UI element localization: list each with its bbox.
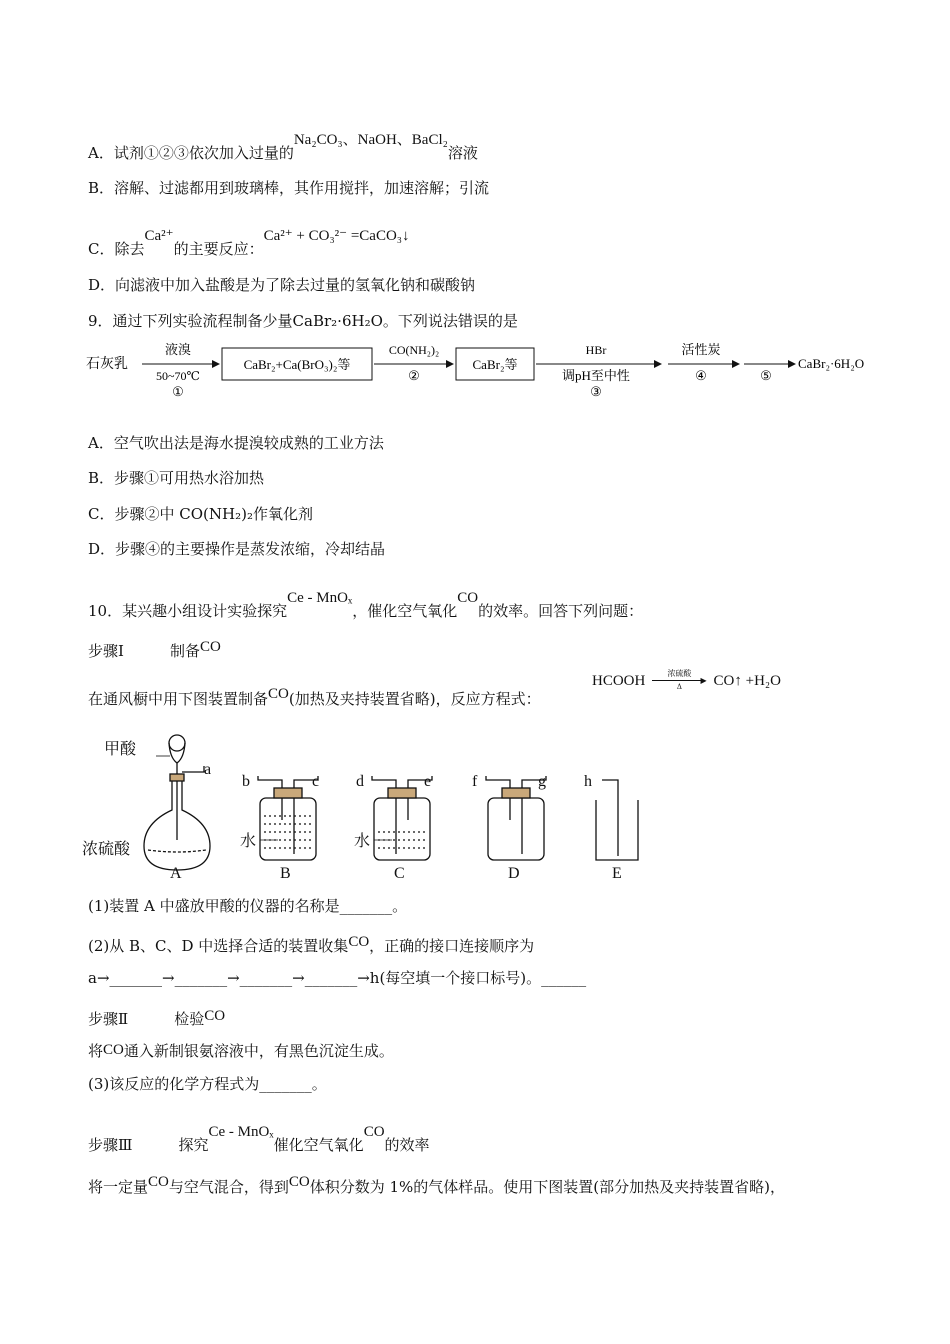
step2-number: ② <box>408 368 420 383</box>
port-g: g <box>538 773 546 790</box>
formula: Na₂CO₃、NaOH、BaCl₂ <box>293 132 448 148</box>
ion: Ca²⁺ <box>144 228 174 244</box>
port-f: f <box>472 773 478 790</box>
q10-part-2: (2)从 B、C、D 中选择合适的装置收集CO，正确的接口连接顺序为 <box>88 934 535 955</box>
apparatus-label-d: D <box>508 865 520 882</box>
q8-option-d: D．向滤液中加入盐酸是为了除去过量的氢氧化钠和碳酸钠 <box>88 276 476 294</box>
apparatus-label-a: A <box>170 865 182 882</box>
step4-number: ④ <box>695 368 707 383</box>
q8-option-b: B．溶解、过滤都用到玻璃棒，其作用搅拌，加速溶解；引流 <box>88 179 490 197</box>
flow-diagram <box>84 338 874 400</box>
q10-stem: 10．某兴趣小组设计实验探究Ce - MnOₓ，催化空气氧化CO的效率。回答下列问题： <box>88 590 644 620</box>
equation: Ca²⁺ + CO₃²⁻ =CaCO₃↓ <box>263 228 410 244</box>
flow-start: 石灰乳 <box>86 357 128 372</box>
step4-reagent: 活性炭 <box>681 342 721 357</box>
step3-heading: 步骤Ⅲ 探究Ce - MnOₓ催化空气氧化CO的效率 <box>88 1124 430 1154</box>
step2-description: 将CO通入新制银氨溶液中，有黑色沉淀生成。 <box>88 1042 394 1060</box>
q9-option-a: A．空气吹出法是海水提溴较成熟的工业方法 <box>88 434 384 452</box>
apparatus-label-b: B <box>280 865 291 882</box>
port-h: h <box>584 773 592 790</box>
step3-number: ③ <box>590 384 602 399</box>
port-d: d <box>356 773 364 790</box>
reaction-equation: HCOOH 浓硫酸 ▶ Δ CO↑ +H₂O <box>592 668 781 691</box>
port-a: a <box>204 761 212 778</box>
step3-reagent: HBr <box>585 343 607 357</box>
apparatus-figure <box>82 728 662 884</box>
label-formic-acid: 甲酸 <box>104 741 137 758</box>
label-conc-acid: 浓硫酸 <box>82 841 131 858</box>
port-b: b <box>242 773 250 790</box>
q10-part-1: (1)装置 A 中盛放甲酸的仪器的名称是_______。 <box>88 897 408 915</box>
step1-reagent: 液溴 <box>164 342 192 357</box>
q9-stem: 9．通过下列实验流程制备少量CaBr₂·6H₂O。下列说法错误的是 <box>88 312 518 330</box>
q9-option-b: B．步骤①可用热水浴加热 <box>88 469 265 487</box>
co-formula: CO <box>457 590 479 606</box>
step2-reagent: CO(NH₂)₂ <box>388 343 440 357</box>
step1-heading: 步骤Ⅰ 制备CO <box>88 639 221 660</box>
step1-description: 在通风橱中用下图装置制备CO(加热及夹持装置省略)，反应方程式： <box>88 686 541 708</box>
label-water-b: 水 <box>240 833 257 850</box>
step1-temp: 50~70℃ <box>156 369 200 383</box>
q9-option-c: C．步骤②中 CO(NH₂)₂作氧化剂 <box>88 505 313 523</box>
step5-number: ⑤ <box>760 368 772 383</box>
q8-option-c: C．除去Ca²⁺的主要反应：Ca²⁺ + CO₃²⁻ =CaCO₃↓ <box>88 228 410 258</box>
q8-option-a: A．试剂①②③依次加入过量的Na₂CO₃、NaOH、BaCl₂溶液 <box>88 132 478 162</box>
q9-option-d: D．步骤④的主要操作是蒸发浓缩，冷却结晶 <box>88 540 386 558</box>
port-e: e <box>424 773 432 790</box>
q10-part-2-blanks: a→_______→_______→_______→_______→h(每空填一个接口标号)。______ <box>88 969 587 987</box>
reaction-arrow: 浓硫酸 ▶ Δ <box>650 671 708 691</box>
port-c: c <box>312 773 320 790</box>
flow-end: CaBr₂·6H₂O <box>798 356 865 371</box>
flow-box-1-text: CaBr₂+Ca(BrO₃)₂等 <box>243 357 351 372</box>
apparatus-label-e: E <box>612 865 622 882</box>
label-water-c: 水 <box>354 833 371 850</box>
step3-description: 将一定量CO与空气混合，得到CO体积分数为 1%的气体样品。使用下图装置(部分加热及夹持装置省略)， <box>88 1174 785 1196</box>
q10-part-3: (3)该反应的化学方程式为_______。 <box>88 1075 327 1093</box>
flow-box-2-text: CaBr₂等 <box>472 357 518 372</box>
step1-number: ① <box>172 384 184 399</box>
step3-condition: 调pH至中性 <box>562 368 630 383</box>
catalyst-formula: Ce - MnOₓ <box>287 590 353 606</box>
apparatus-label-c: C <box>394 865 405 882</box>
step2-heading: 步骤Ⅱ 检验CO <box>88 1008 226 1028</box>
